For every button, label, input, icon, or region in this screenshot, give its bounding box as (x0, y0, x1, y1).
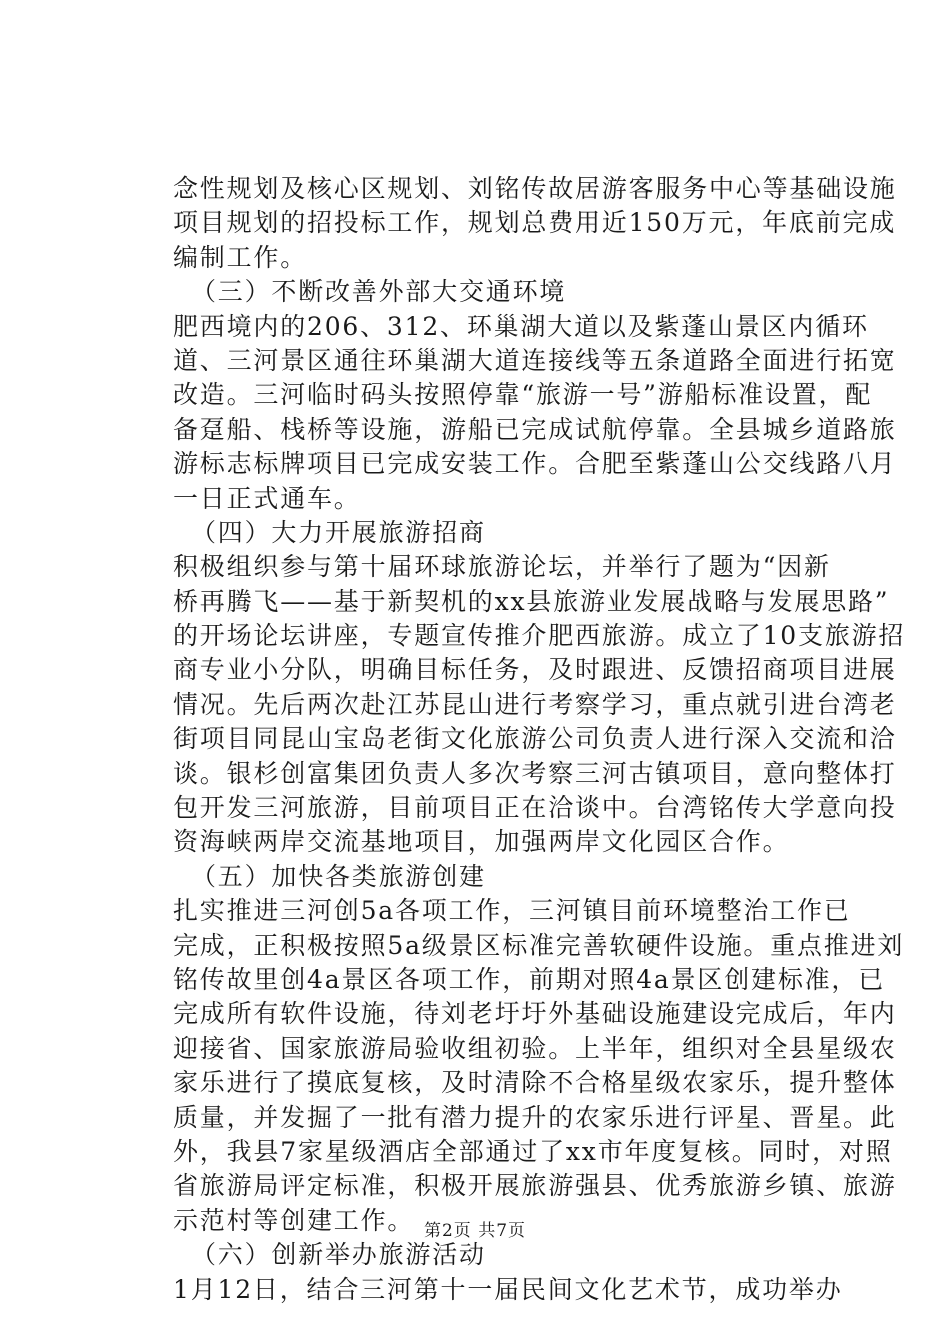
body-line: 街项目同昆山宝岛老街文化旅游公司负责人进行深入交流和洽 (173, 724, 897, 754)
body-line: 示范村等创建工作。 (173, 1205, 415, 1235)
body-line: 积极组织参与第十届环球旅游论坛，并举行了题为“因新 (173, 552, 831, 582)
body-line: 资海峡两岸交流基地项目，加强两岸文化园区合作。 (173, 827, 790, 857)
body-line: 省旅游局评定标准，积极开展旅游强县、优秀旅游乡镇、旅游 (173, 1171, 897, 1201)
section-heading: （四）大力开展旅游招商 (191, 517, 486, 547)
body-line: 外，我县7家星级酒店全部通过了xx市年度复核。同时，对照 (173, 1136, 893, 1166)
body-line: 包开发三河旅游，目前项目正在洽谈中。台湾铭传大学意向投 (173, 793, 897, 823)
body-line: 肥西境内的206、312、环巢湖大道以及紫蓬山景区内循环 (173, 311, 869, 341)
section-heading: （三）不断改善外部大交通环境 (191, 277, 567, 307)
body-line: 游标志标牌项目已完成安装工作。合肥至紫蓬山公交线路八月 (173, 449, 897, 479)
body-line: 商专业小分队，明确目标任务，及时跟进、反馈招商项目进展 (173, 655, 897, 685)
body-line: 1月12日，结合三河第十一届民间文化艺术节，成功举办 (173, 1274, 843, 1304)
body-line: 改造。三河临时码头按照停靠“旅游一号”游船标准设置，配 (173, 380, 873, 410)
body-line: 迎接省、国家旅游局验收组初验。上半年，组织对全县星级农 (173, 1033, 897, 1063)
body-line: 编制工作。 (173, 242, 308, 272)
body-line: 家乐进行了摸底复核，及时清除不合格星级农家乐，提升整体 (173, 1068, 897, 1098)
body-line: 铭传故里创4a景区各项工作，前期对照4a景区创建标准，已 (173, 964, 886, 994)
body-line: 扎实推进三河创5a各项工作，三河镇目前环境整治工作已 (173, 896, 851, 926)
page-footer: 第2页 共7页 (423, 1221, 527, 1241)
body-line: 完成，正积极按照5a级景区标准完善软硬件设施。重点推进刘 (173, 930, 905, 960)
body-line: 备趸船、栈桥等设施，游船已完成试航停靠。全县城乡道路旅 (173, 414, 897, 444)
body-line: 念性规划及核心区规划、刘铭传故居游客服务中心等基础设施 (173, 174, 897, 203)
document-body (173, 172, 906, 1307)
section-heading: （五）加快各类旅游创建 (191, 861, 486, 891)
body-line: 完成所有软件设施，待刘老圩圩外基础设施建设完成后，年内 (173, 999, 897, 1029)
body-line: 谈。银杉创富集团负责人多次考察三河古镇项目，意向整体打 (173, 758, 897, 788)
body-line: 道、三河景区通往环巢湖大道连接线等五条道路全面进行拓宽 (173, 345, 897, 375)
body-line: 桥再腾飞——基于新契机的xx县旅游业发展战略与发展思路” (173, 586, 890, 616)
body-line: 一日正式通车。 (173, 483, 361, 513)
body-line: 质量，并发掘了一批有潜力提升的农家乐进行评星、晋星。此 (173, 1102, 897, 1132)
body-line: 情况。先后两次赴江苏昆山进行考察学习，重点就引进台湾老 (173, 689, 897, 719)
body-line: 的开场论坛讲座，专题宣传推介肥西旅游。成立了10支旅游招 (173, 621, 906, 651)
section-heading: （六）创新举办旅游活动 (191, 1240, 486, 1270)
body-line: 项目规划的招投标工作，规划总费用近150万元，年底前完成 (173, 208, 897, 238)
